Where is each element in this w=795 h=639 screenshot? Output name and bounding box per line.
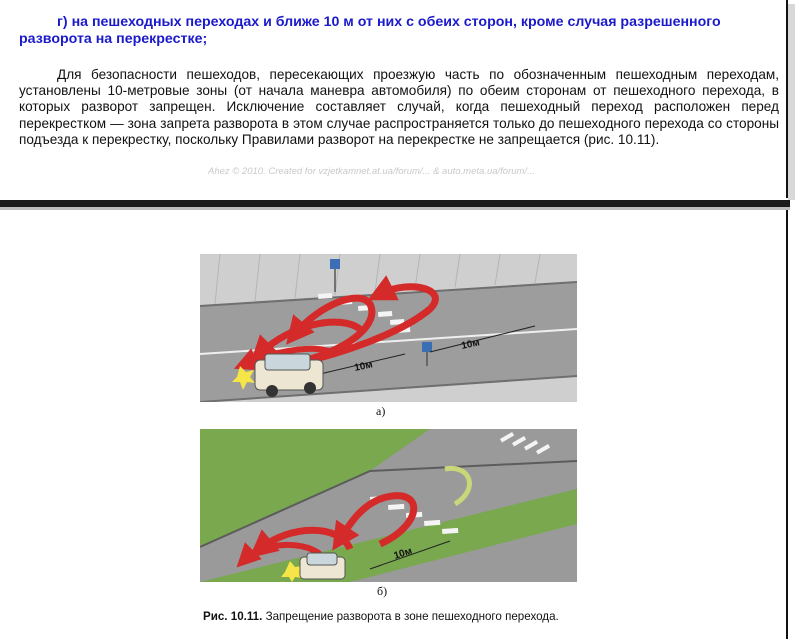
page-shadow — [788, 4, 795, 200]
rule-explanation: Для безопасности пешеходов, пересекающих проезжую часть по обозначенным пешеходным переходам, установлены 10-метровые зоны (от начала маневра автомобиля) по обеим сторонам от пешеходного перехода, в которых разворот запрещен. Исключение составляет случай, когда пешеходный переход расположен перед перекрестком — зона запрета разворота в этом случае распространяется только до пешеходного перехода со стороны подъезда к перекрестку, поскольку Правилами разворот на перекрестке не запрещается (рис. 10.11). — [19, 67, 779, 147]
watermark: Ahez © 2010. Created for vzjetkamnet.at.ua/forum/... & auto.meta.ua/forum/... — [208, 166, 535, 177]
rule-heading: г) на пешеходных переходах и ближе 10 м от них с обеих сторон, кроме случая разрешенного разворота на перекрестке; — [19, 14, 721, 47]
figure-caption — [203, 610, 559, 623]
figure-b-label: б) — [377, 584, 388, 598]
figure-b-illustration — [200, 429, 577, 582]
crosswalk-sign-near — [422, 342, 432, 352]
car — [300, 553, 345, 579]
page-divider — [0, 200, 790, 207]
distance-label-left: 10м — [353, 359, 374, 374]
figure-caption-text: Запрещение разворота в зоне пешеходного перехода. — [262, 610, 559, 623]
figure-a-label: а) — [376, 404, 386, 418]
distance-label: 10м — [392, 545, 414, 562]
figure-a-illustration — [200, 254, 577, 402]
figure-number: Рис. 10.11. — [203, 610, 263, 623]
crosswalk-sign-far — [330, 259, 340, 269]
distance-label-right: 10м — [460, 337, 481, 352]
